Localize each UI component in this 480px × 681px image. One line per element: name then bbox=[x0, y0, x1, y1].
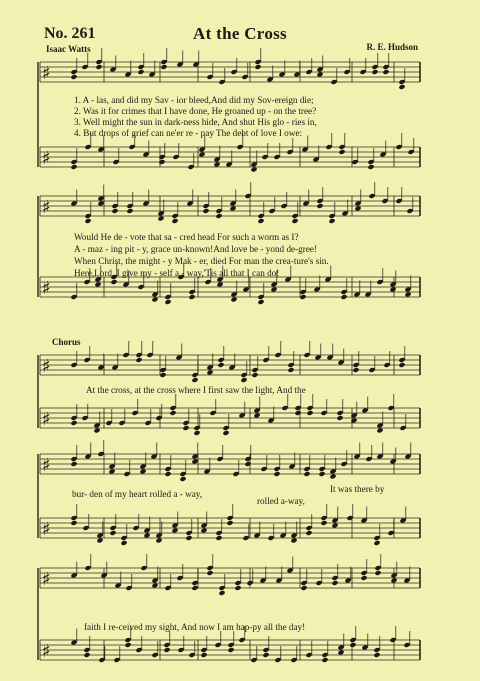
notehead bbox=[83, 652, 90, 658]
chorus-line-3: It was there by bbox=[330, 484, 385, 494]
verse-line-5: Would He de - vote that sa - cred head For such a worm as I? bbox=[74, 232, 299, 242]
notehead bbox=[193, 430, 200, 436]
hymn-title: At the Cross bbox=[193, 24, 287, 43]
notehead bbox=[163, 647, 170, 653]
notehead bbox=[215, 535, 222, 541]
notehead bbox=[95, 64, 102, 70]
notehead bbox=[109, 530, 116, 536]
notehead bbox=[354, 206, 361, 212]
verse-line-6: A - maz - ing pit - y, grace un-known!And love be - yond de-gree! bbox=[74, 244, 318, 254]
notehead bbox=[253, 413, 260, 419]
author-credit: Isaac Watts bbox=[46, 44, 91, 54]
notehead bbox=[244, 461, 251, 467]
notehead bbox=[191, 377, 198, 383]
notehead bbox=[350, 418, 357, 424]
notehead bbox=[158, 159, 165, 165]
notehead bbox=[218, 590, 225, 596]
notehead bbox=[200, 652, 207, 658]
clef-icon: ♯ bbox=[42, 409, 51, 430]
notehead bbox=[171, 528, 178, 534]
notehead bbox=[229, 206, 236, 212]
notehead bbox=[171, 218, 178, 224]
notehead bbox=[111, 208, 118, 214]
notehead bbox=[222, 430, 229, 436]
notehead bbox=[303, 471, 310, 477]
notehead bbox=[110, 279, 117, 285]
notehead bbox=[94, 282, 101, 288]
notehead bbox=[70, 74, 77, 80]
notehead bbox=[349, 642, 356, 648]
notehead bbox=[398, 84, 405, 90]
clef-icon: ♯ bbox=[42, 641, 51, 662]
notehead bbox=[169, 410, 176, 416]
notehead bbox=[251, 372, 258, 378]
notehead bbox=[70, 520, 77, 526]
chorus-line-1: At the cross, at the cross where I first saw the light, And the bbox=[86, 385, 306, 395]
verse-line-8: Here,Lord, I give my - self a - way,'Tis all that I can do! bbox=[74, 268, 280, 278]
notehead bbox=[240, 377, 247, 383]
notehead bbox=[336, 415, 343, 421]
notehead bbox=[135, 357, 142, 363]
clef-icon: ♯ bbox=[42, 569, 51, 590]
notehead bbox=[360, 575, 367, 581]
notehead bbox=[213, 162, 220, 168]
notehead bbox=[191, 585, 198, 591]
notehead bbox=[371, 69, 378, 75]
hymn-number: No. 261 bbox=[44, 25, 96, 42]
notehead bbox=[182, 425, 189, 431]
verse-line-7: When Christ, the might - y Mak - er, died For man the crea-ture's sin. bbox=[74, 256, 329, 266]
notehead bbox=[382, 69, 389, 75]
notehead bbox=[262, 652, 269, 658]
notehead bbox=[287, 367, 294, 373]
notehead bbox=[254, 64, 261, 70]
chorus-label: Chorus bbox=[52, 337, 81, 347]
notehead bbox=[230, 297, 237, 303]
clef-icon: ♯ bbox=[42, 519, 51, 540]
notehead bbox=[179, 476, 186, 482]
verse-line-3: 3. Well might the sun in dark-ness hide, And shut His glo - ries in, bbox=[74, 117, 317, 127]
notehead bbox=[137, 69, 144, 75]
notehead bbox=[300, 585, 307, 591]
clef-icon: ♯ bbox=[42, 356, 51, 377]
chorus-line-5: faith I re-ceived my sight, And now I am hap-py all the day! bbox=[84, 622, 306, 632]
notehead bbox=[257, 218, 264, 224]
notehead bbox=[305, 530, 312, 536]
verse-line-2: 2. Was it for crimes that I have done, He groaned up - on the tree? bbox=[74, 106, 317, 116]
notehead bbox=[200, 528, 207, 534]
notehead bbox=[164, 299, 171, 305]
notehead bbox=[120, 540, 127, 546]
notehead bbox=[70, 420, 77, 426]
notehead bbox=[108, 469, 115, 475]
notehead bbox=[84, 218, 91, 224]
notehead bbox=[191, 459, 198, 465]
notehead bbox=[226, 520, 233, 526]
notehead bbox=[151, 583, 158, 589]
notehead bbox=[340, 294, 347, 300]
notehead bbox=[328, 218, 335, 224]
notehead bbox=[70, 164, 77, 170]
notehead bbox=[376, 428, 383, 434]
notehead bbox=[389, 287, 396, 293]
notehead bbox=[373, 540, 380, 546]
verse-line-4: 4. But drops of grief can ne'er re - pay The debt of love I owe: bbox=[74, 128, 303, 138]
chorus-line-2: bur- den of my heart rolled a - way, bbox=[72, 489, 203, 499]
clef-icon: ♯ bbox=[42, 63, 51, 84]
notehead bbox=[329, 474, 336, 480]
clef-icon: ♯ bbox=[42, 455, 51, 476]
notehead bbox=[299, 294, 306, 300]
notehead bbox=[155, 538, 162, 544]
notehead bbox=[373, 652, 380, 658]
notehead bbox=[227, 647, 234, 653]
notehead bbox=[151, 297, 158, 303]
notehead bbox=[352, 367, 359, 373]
notehead bbox=[390, 578, 397, 584]
notehead bbox=[139, 469, 146, 475]
notehead bbox=[160, 64, 167, 70]
notehead bbox=[306, 410, 313, 416]
notehead bbox=[331, 580, 338, 586]
notehead bbox=[257, 299, 264, 305]
notehead bbox=[217, 362, 224, 368]
notehead bbox=[338, 149, 345, 155]
notehead bbox=[234, 585, 241, 591]
notehead bbox=[206, 570, 213, 576]
notehead bbox=[157, 216, 164, 222]
notehead bbox=[185, 535, 192, 541]
notehead bbox=[321, 657, 328, 663]
composer-credit: R. E. Hudson bbox=[366, 42, 418, 52]
notehead bbox=[320, 520, 327, 526]
notehead bbox=[291, 218, 298, 224]
notehead bbox=[70, 461, 77, 467]
notehead bbox=[164, 471, 171, 477]
notehead bbox=[331, 523, 338, 529]
clef-icon: ♯ bbox=[42, 197, 51, 218]
clef-icon: ♯ bbox=[42, 148, 51, 169]
notehead bbox=[290, 538, 297, 544]
notehead bbox=[202, 208, 209, 214]
notehead bbox=[206, 370, 213, 376]
notehead bbox=[404, 292, 411, 298]
clef-icon: ♯ bbox=[42, 278, 51, 299]
notehead bbox=[270, 287, 277, 293]
notehead bbox=[318, 471, 325, 477]
notehead bbox=[367, 164, 374, 170]
notehead bbox=[273, 471, 280, 477]
chorus-line-4: rolled a-way, bbox=[257, 496, 305, 506]
notehead bbox=[198, 152, 205, 158]
notehead bbox=[188, 294, 195, 300]
notehead bbox=[126, 208, 133, 214]
notehead bbox=[374, 570, 381, 576]
notehead bbox=[96, 538, 103, 544]
notehead bbox=[294, 410, 301, 416]
notehead bbox=[215, 213, 222, 219]
verse-line-1: 1. A - las, and did my Sav - ior bleed,And did my Sov-ereign die; bbox=[74, 95, 314, 105]
notehead bbox=[159, 372, 166, 378]
notehead bbox=[398, 362, 405, 368]
notehead bbox=[143, 533, 150, 539]
notehead bbox=[93, 428, 100, 434]
notehead bbox=[216, 282, 223, 288]
notehead bbox=[337, 650, 344, 656]
notehead bbox=[250, 167, 257, 173]
notehead bbox=[124, 642, 131, 648]
notehead bbox=[97, 201, 104, 207]
notehead bbox=[316, 72, 323, 78]
notehead bbox=[316, 203, 323, 209]
